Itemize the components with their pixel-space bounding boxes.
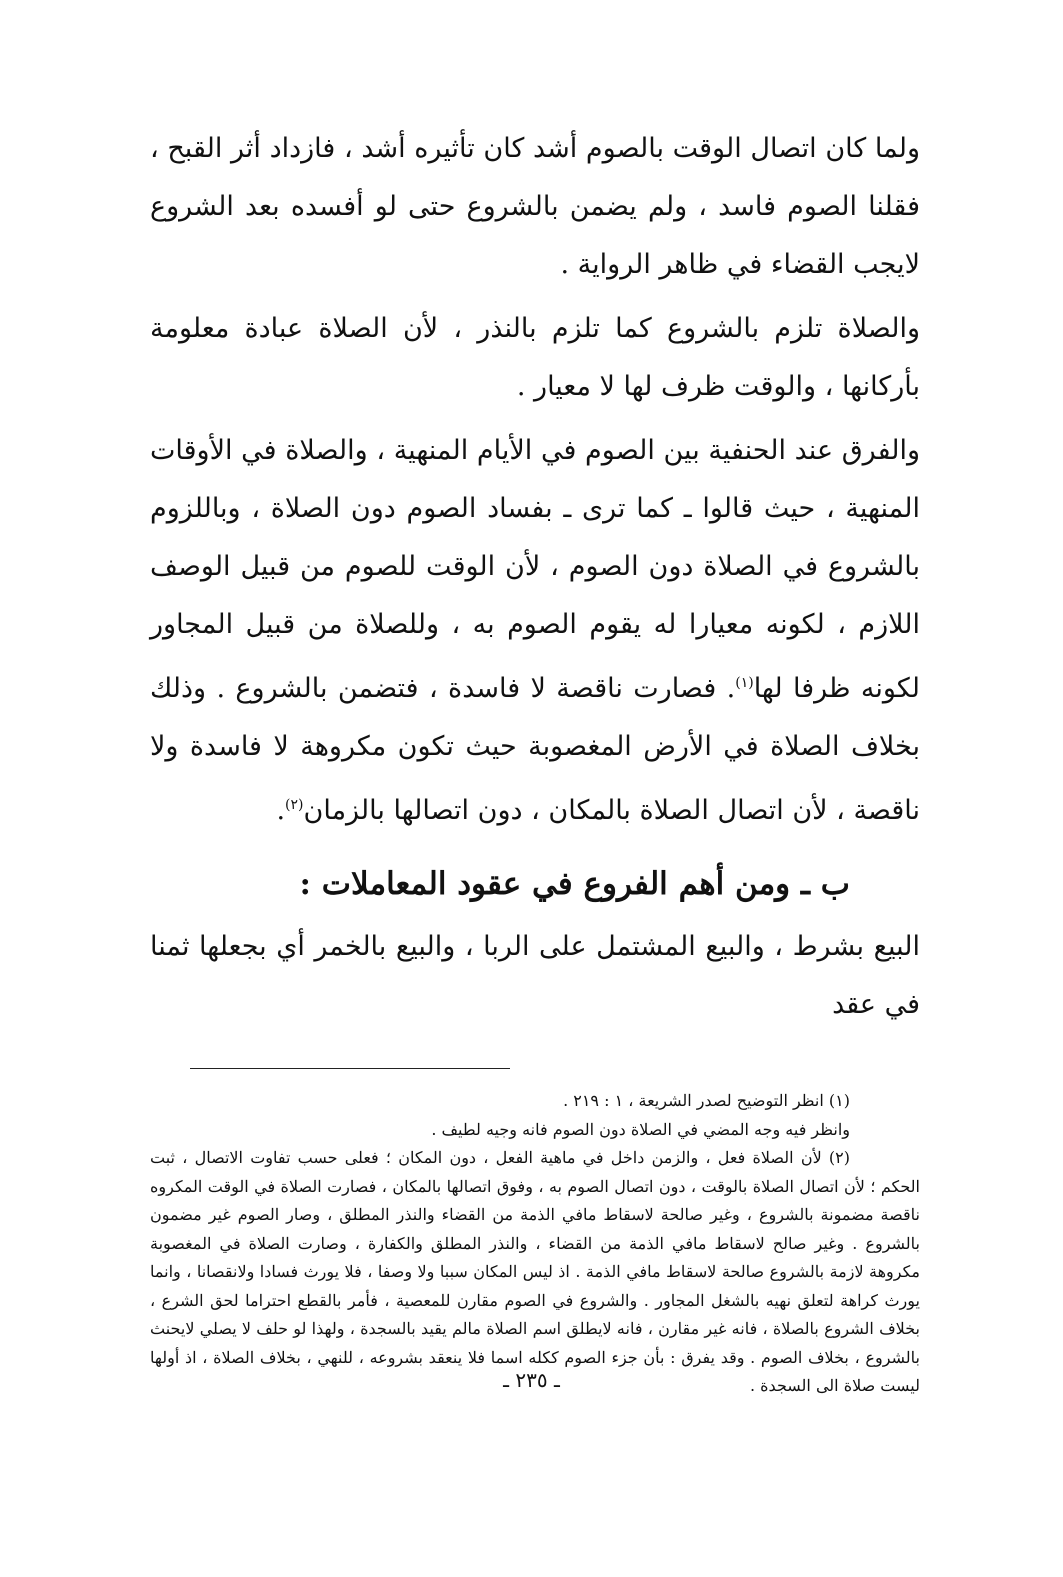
paragraph-3-cont: تكون مكروهة لا فاسدة ولا ناقصة ، لأن اتصال الصلاة بالمكان ، دون اتصالها بالزمان (150, 731, 920, 826)
section-heading: ب ـ ومن أهم الفروع في عقود المعاملات : (299, 866, 850, 902)
paragraph-3 (150, 422, 920, 840)
paragraph-3-end: . (276, 795, 286, 826)
page-number: ـ ٢٣٥ ـ (503, 1368, 560, 1392)
footnote-ref-2[interactable]: (٢) (285, 797, 304, 813)
paragraph-3-text: والفرق عند الحنفية بين الصوم في الأيام المنهية ، والصلاة في الأوقات المنهية ، حيث قالوا ـ كما ترى ـ بفساد الصوم دون الصلاة ، وباللزوم بالشروع في الصلاة دون الصوم ، لأن الوقت للصوم من قبيل الوصف اللازم ، لكونه معيارا له يقوم الصوم به ، وللصلاة من قبيل المجاور لكونه ظرفا لها (150, 435, 920, 704)
paragraph-3-tail: . فصارت ناقصة لا فاسدة ، فتضمن بالشروع . وذلك بخلاف الصلاة في الأرض المغصوبة حيث (150, 673, 920, 762)
paragraph-5: البيع بشرط ، والبيع المشتمل على الربا ، والبيع بالخمر أي بجعلها ثمنا في عقد (150, 931, 920, 1020)
footnote-1-line-1: (١) انظر التوضيح لصدر الشريعة ، ١ : ٢١٩ . (563, 1091, 850, 1110)
paragraph-1: ولما كان اتصال الوقت بالصوم أشد كان تأثيره أشد ، فازداد أثر القبح ، فقلنا الصوم فاسد ، ولم يضمن بالشروع حتى لو أفسده بعد الشروع لايجب القضاء في ظاهر الرواية . (150, 133, 920, 280)
page-body (150, 120, 920, 1401)
footnote-2: (٢) لأن الصلاة فعل ، والزمن داخل في ماهية الفعل ، دون المكان ؛ فعلى حسب تفاوت الاتصال ، ثبت الحكم ؛ لأن اتصال الصلاة بالوقت ، دون اتصال الصوم به ، وفوق اتصالها بالمكان ، فصارت الصلاة في الوقت المكروه ناقصة مضمونة بالشروع ، وغير صالحة لاسقاط مافي الذمة من القضاء والنذر المطلق ، وصار الصوم غير مضمون بالشروع . وغير صالح لاسقاط مافي الذمة من القضاء ، والنذر المطلق والكفارة ، وصارت الصلاة في المغصوبة مكروهة لازمة بالشروع صالحة لاسقاط مافي الذمة . اذ ليس المكان سببا ولا وصفا ، فلا يورث فسادا ولانقصانا ، وانما يورث كراهة لتعلق نهيه بالشغل المجاور . والشروع في الصوم مقارن للمعصية ، فأمر بالقطع احتراما لحق الشرع ، بخلاف الشروع بالصلاة ، فانه غير مقارن ، فانه لايطلق اسم الصلاة مالم يقيد بالسجدة ، ولهذا لو حلف لا يصلي لايحنث بالشروع ، بخلاف الصوم . وقد يفرق : بأن جزء الصوم ككله اسما فلا ينعقد بشروعه ، للنهي ، بخلاف الصلاة ، اذ أولها ليست صلاة الى السجدة . (150, 1148, 921, 1395)
footnote-ref-1[interactable]: (١) (735, 675, 754, 691)
footnotes (150, 1087, 920, 1401)
footnote-divider (190, 1068, 510, 1069)
footnote-1-line-2: وانظر فيه وجه المضي في الصلاة دون الصوم فانه وجيه لطيف . (431, 1119, 850, 1139)
paragraph-2: والصلاة تلزم بالشروع كما تلزم بالنذر ، لأن الصلاة عبادة معلومة بأركانها ، والوقت ظرف لها لا معيار . (150, 313, 920, 402)
